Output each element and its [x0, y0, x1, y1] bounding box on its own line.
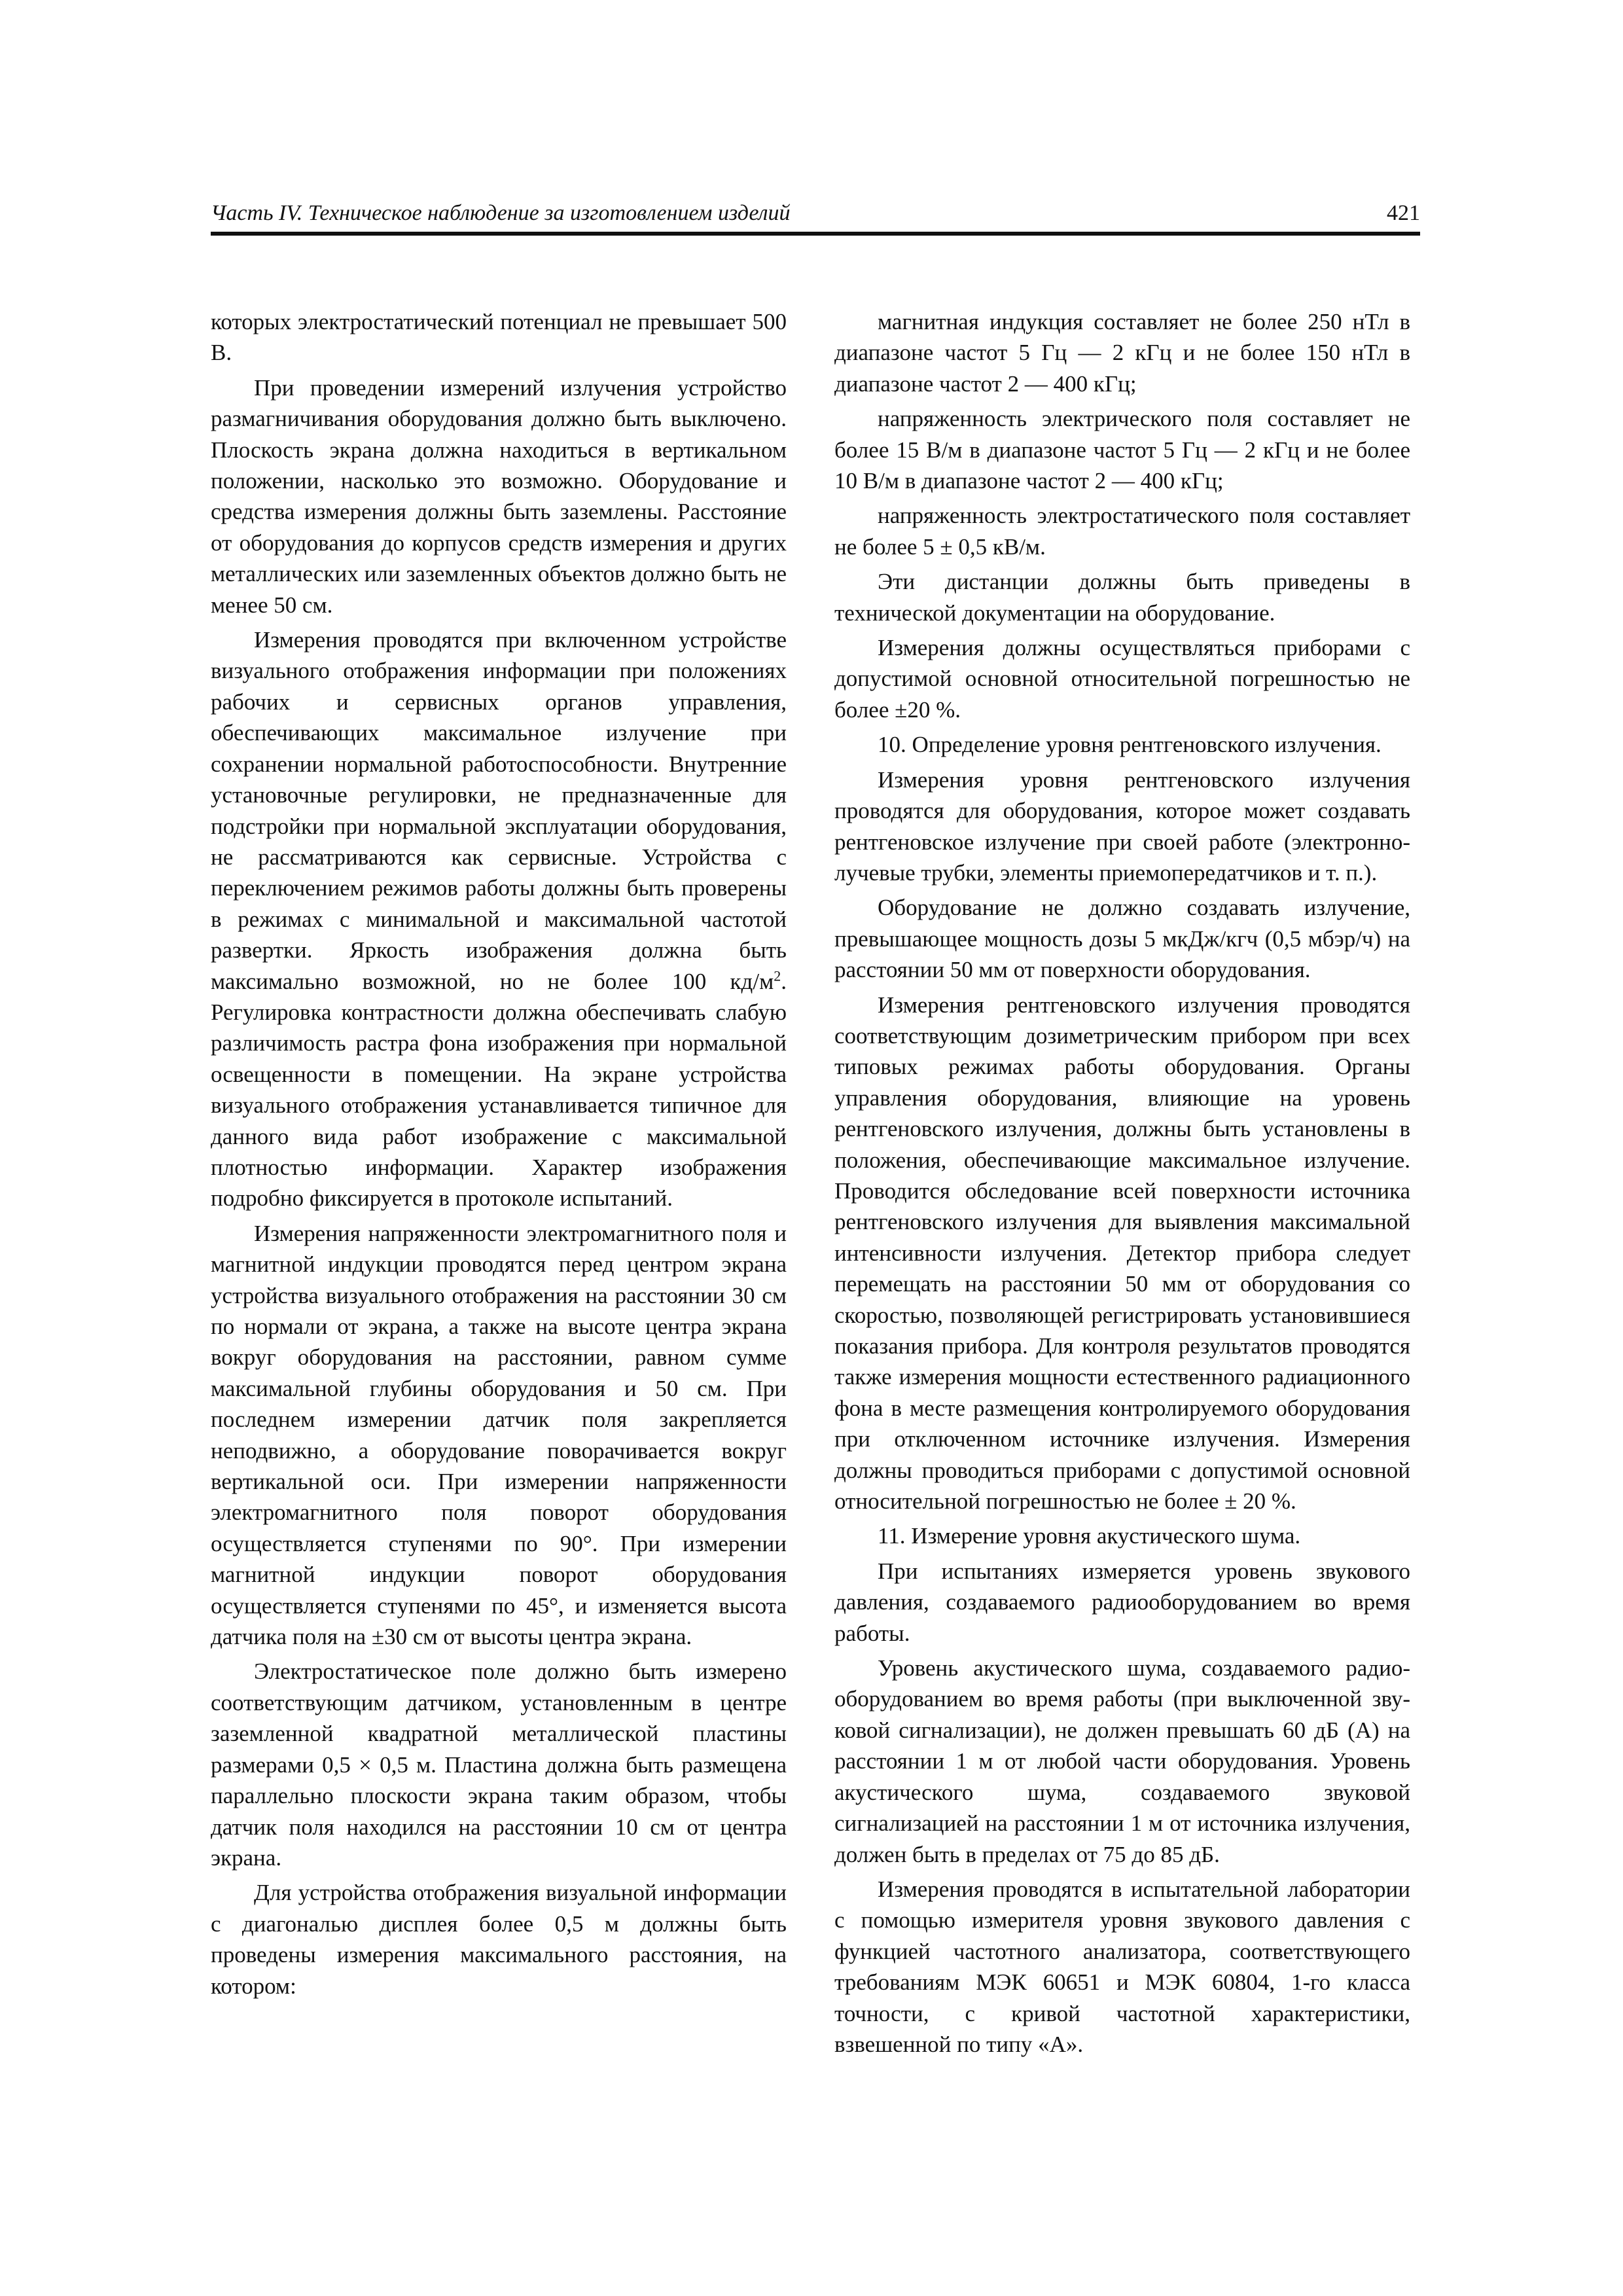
list-item: магнитная индукция составляет не более 250 нТл в диапазоне частот 5 Гц — 2 кГц и не более 150 нТл в диапазоне частот 2 — 400 кГц; — [834, 309, 1410, 397]
paragraph: Уровень акустического шума, создаваемого радиооборудованием во время работы (при выключенной звуковой сигнализации), не должен превышать 60 дБ (А) на расстоянии 1 м от любой части оборудования. Уровень акустического шума, создаваемого звуковой сигнализацией на расстоянии 1 м от источника излучения, должен быть в пределах от 75 до 85 дБ. — [834, 1655, 1410, 1867]
paragraph: Для устройства отображения визуальной информации с диагональю дисплея более 0,5 м должны быть проведены измерения максимального расстояния, на котором: — [211, 1880, 787, 1999]
left-column — [211, 306, 787, 2005]
paragraph: Оборудование не должно создавать излучение, превышающее мощность дозы 5 мкДж/кгч (0,5 мбэр/ч) на расстоянии 50 мм от поверхности оборудования. — [834, 895, 1410, 983]
section-heading-noise: 11. Измерение уровня акустического шума. — [878, 1523, 1301, 1549]
paragraph-continuation: которых электростатический потенциал не превышает 500 В. — [211, 309, 787, 366]
running-title: Часть IV. Техническое наблюдение за изготовлением изделий — [211, 201, 791, 225]
paragraph: Измерения должны осуществляться приборами с допустимой основной относительной погрешностью не более ±20 %. — [834, 635, 1410, 723]
running-header — [211, 196, 1420, 236]
list-item: напряженность электростатического поля составляет не более 5 ± 0,5 кВ/м. — [834, 503, 1410, 560]
paragraph: Эти дистанции должны быть приведены в технической документации на оборудование. — [834, 569, 1410, 626]
paragraph: Измерения уровня рентгеновского излучения проводятся для оборудования, которое может создавать рентгеновское излучение при своей работе (электроннолучевые трубки, элементы приемопередатчиков и т. п.). — [834, 766, 1410, 886]
page-number: 421 — [1387, 201, 1420, 225]
right-column — [834, 306, 1410, 2064]
paragraph: Измерения проводятся в испытательной лаборатории с помощью измерителя уровня звукового давления с функцией частотного анализатора, соответствующего требованиям МЭК 60651 и МЭК 60804, 1-го класса точности, с кривой частотной характеристики, взвешенной по типу «А». — [834, 1876, 1410, 2057]
paragraph: Измерения напряженности электромагнитного поля и магнитной индукции проводятся перед центром экрана устройства визуального отображения на расстоянии 30 см по нормали от экрана, а также на высоте центра экрана вокруг оборудования на расстоянии, равном сумме максимальной глубины оборудования и 50 см. При последнем измерении датчик поля закрепляется неподвижно, а оборудование поворачивается вокруг вертикальной оси. При измерении напряженности электромагнитного поля поворот оборудования осуществляется ступенями по 90°. При измерении магнитной индукции поворот оборудования осуществляется ступенями по 45°, и изменяется высота датчика поля на ±30 см от высоты центра экрана. — [211, 1220, 787, 1650]
paragraph: При испытаниях измеряется уровень звукового давления, создаваемого радиооборудованием во время работы. — [834, 1558, 1410, 1646]
superscript: 2 — [774, 967, 781, 984]
paragraph: Электростатическое поле должно быть измерено соответствующим датчиком, установленным в центре заземленной квадратной металлической пластины размерами 0,5 × 0,5 м. Пластина должна быть размещена параллельно плоскости экрана таким образом, чтобы датчик поля находился на расстоянии 10 см от центра экрана. — [211, 1659, 787, 1871]
paragraph: Измерения рентгеновского излучения проводятся соответствующим дозиметрическим прибором при всех типовых режимах работы оборудования. Органы управления оборудования, влияющие на уровень рентгеновского излучения, должны быть установлены в положения, обеспечивающие максимальное излучение. Проводится обследование всей поверхности источника рентгеновского излучения для выявления максимальной интенсивности излучения. Детектор прибора следует перемещать на расстоянии 50 мм от оборудования со скоростью, позволяющей регистрировать установившиеся показания прибора. Для контроля результатов проводятся также измерения мощности естественного радиационного фона в месте размещения контролируемого оборудования при отключенном источнике излучения. Измерения должны проводиться приборами с допустимой основной относительной погрешностью не более ± 20 %. — [834, 992, 1410, 1515]
section-heading-xray: 10. Определение уровня рентгеновского излучения. — [878, 732, 1382, 758]
paragraph-brightness — [211, 624, 787, 1214]
list-item: напряженность электрического поля составляет не более 15 В/м в диапазоне частот 5 Гц — 2 кГц и не более 10 В/м в диапазоне частот 2 — 400 кГц; — [834, 406, 1410, 494]
paragraph: При проведении измерений излучения устройство размагничивания оборудования должно быть выключено. Плоскость экрана должна находиться в вертикальном положении, насколько это возможно. Оборудование и средства измерения должны быть заземлены. Расстояние от оборудования до корпусов средств измерения и других металлических или заземленных объектов должно быть не менее 50 см. — [211, 374, 787, 618]
paragraph-text: Измерения проводятся при включенном устройстве визуального отображения информации при положениях рабочих и сервисных органов управления, обеспечивающих максимальное излучение при сохранении нормальной работоспособности. Внутренние установочные регулировки, не предназначенные для подстройки при нормальной эксплуатации оборудования, не рассматриваются как сервисные. Устройства с переключением режимов работы должны быть проверены в режимах с минимальной и максимальной частотой развертки. Яркость изображения должна быть максимально возможной, но не более 100 кд/м — [211, 627, 787, 994]
paragraph-text: . Регулировка контрастности должна обеспечивать слабую различимость растра фона изображения при нормальной освещенности в помещении. На экране устройства визуального отображения устанавливается типичное для данного вида работ изображение с максимальной плотностью информации. Характер изображения подробно фиксируется в протоколе испытаний. — [211, 968, 787, 1211]
